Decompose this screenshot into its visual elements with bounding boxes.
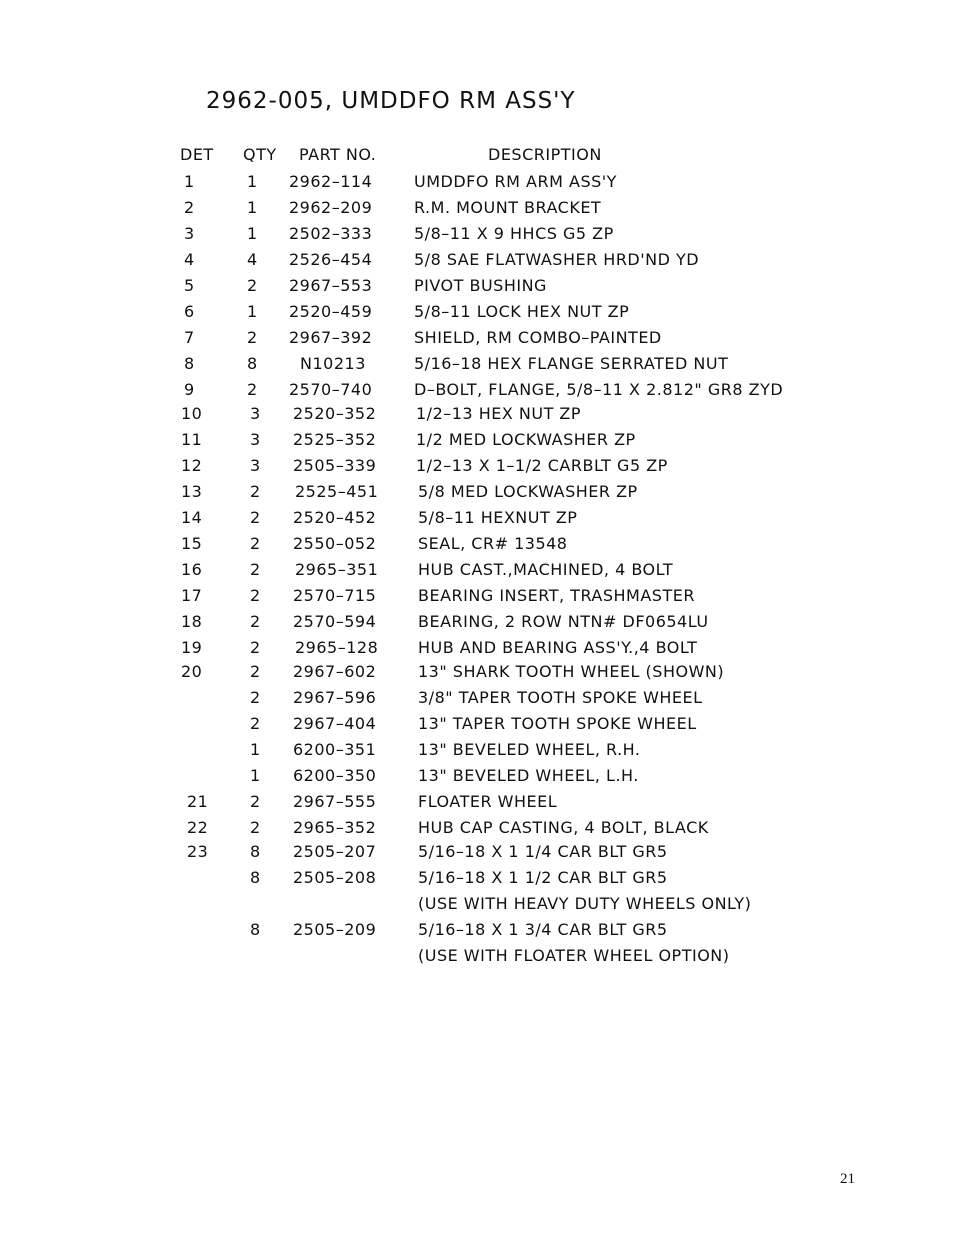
cell-qty: 2 xyxy=(250,688,261,707)
cell-det: 9 xyxy=(184,380,195,399)
cell-description: 1/2 MED LOCKWASHER ZP xyxy=(416,430,636,449)
header-part-no: PART NO. xyxy=(299,145,377,164)
cell-part-no: 2526–454 xyxy=(289,250,373,269)
cell-det: 8 xyxy=(184,354,195,373)
cell-part-no: 2525–352 xyxy=(293,430,377,449)
cell-part-no: 2505–207 xyxy=(293,842,377,861)
cell-det: 22 xyxy=(187,818,209,837)
cell-det: 12 xyxy=(181,456,203,475)
cell-description: 3/8" TAPER TOOTH SPOKE WHEEL xyxy=(418,688,703,707)
cell-description: 13" TAPER TOOTH SPOKE WHEEL xyxy=(418,714,697,733)
cell-description: 13" BEVELED WHEEL, L.H. xyxy=(418,766,639,785)
cell-qty: 1 xyxy=(250,766,261,785)
cell-qty: 8 xyxy=(250,842,261,861)
cell-det: 4 xyxy=(184,250,195,269)
cell-qty: 2 xyxy=(250,638,261,657)
cell-qty: 2 xyxy=(250,714,261,733)
cell-part-no: 2520–352 xyxy=(293,404,377,423)
cell-qty: 1 xyxy=(247,198,258,217)
cell-description: UMDDFO RM ARM ASS'Y xyxy=(414,172,617,191)
cell-det: 14 xyxy=(181,508,203,527)
cell-part-no: N10213 xyxy=(300,354,366,373)
cell-part-no: 2962–114 xyxy=(289,172,373,191)
cell-description: 5/16–18 X 1 3/4 CAR BLT GR5 xyxy=(418,920,668,939)
cell-qty: 1 xyxy=(247,224,258,243)
cell-part-no: 2962–209 xyxy=(289,198,373,217)
cell-description: BEARING, 2 ROW NTN# DF0654LU xyxy=(418,612,709,631)
cell-qty: 3 xyxy=(250,430,261,449)
cell-qty: 2 xyxy=(247,276,258,295)
cell-description: HUB CAP CASTING, 4 BOLT, BLACK xyxy=(418,818,709,837)
cell-description: 5/8 MED LOCKWASHER ZP xyxy=(418,482,638,501)
cell-det: 2 xyxy=(184,198,195,217)
cell-det: 3 xyxy=(184,224,195,243)
cell-det: 6 xyxy=(184,302,195,321)
cell-part-no: 2967–596 xyxy=(293,688,377,707)
cell-det: 19 xyxy=(181,638,203,657)
cell-det: 21 xyxy=(187,792,209,811)
cell-description: 5/8 SAE FLATWASHER HRD'ND YD xyxy=(414,250,700,269)
header-det: DET xyxy=(180,145,214,164)
cell-det: 11 xyxy=(181,430,203,449)
cell-qty: 2 xyxy=(250,818,261,837)
assembly-title: 2962-005, UMDDFO RM ASS'Y xyxy=(206,88,576,114)
cell-qty: 2 xyxy=(247,380,258,399)
page-number: 21 xyxy=(840,1171,855,1187)
cell-part-no: 2967–602 xyxy=(293,662,377,681)
cell-part-no: 2520–452 xyxy=(293,508,377,527)
cell-qty: 1 xyxy=(247,302,258,321)
cell-qty: 1 xyxy=(247,172,258,191)
cell-qty: 4 xyxy=(247,250,258,269)
cell-description: PIVOT BUSHING xyxy=(414,276,547,295)
cell-part-no: 6200–350 xyxy=(293,766,377,785)
cell-description: R.M. MOUNT BRACKET xyxy=(414,198,602,217)
cell-description: 5/16–18 X 1 1/4 CAR BLT GR5 xyxy=(418,842,668,861)
cell-description: 5/16–18 HEX FLANGE SERRATED NUT xyxy=(414,354,729,373)
cell-part-no: 2505–208 xyxy=(293,868,377,887)
cell-part-no: 2967–392 xyxy=(289,328,373,347)
cell-part-no: 2967–404 xyxy=(293,714,377,733)
cell-det: 18 xyxy=(181,612,203,631)
header-description: DESCRIPTION xyxy=(488,145,602,164)
cell-qty: 2 xyxy=(250,662,261,681)
cell-part-no: 2525–451 xyxy=(295,482,379,501)
cell-part-no: 2965–128 xyxy=(295,638,379,657)
cell-det: 7 xyxy=(184,328,195,347)
cell-det: 17 xyxy=(181,586,203,605)
cell-det: 23 xyxy=(187,842,209,861)
cell-part-no: 2570–715 xyxy=(293,586,377,605)
cell-part-no: 2570–740 xyxy=(289,380,373,399)
cell-part-no: 2967–553 xyxy=(289,276,373,295)
cell-description: BEARING INSERT, TRASHMASTER xyxy=(418,586,695,605)
cell-qty: 2 xyxy=(250,792,261,811)
cell-description: 5/8–11 HEXNUT ZP xyxy=(418,508,578,527)
cell-qty: 3 xyxy=(250,456,261,475)
cell-det: 1 xyxy=(184,172,195,191)
cell-part-no: 2520–459 xyxy=(289,302,373,321)
cell-description: 1/2–13 HEX NUT ZP xyxy=(416,404,582,423)
cell-part-no: 2570–594 xyxy=(293,612,377,631)
cell-qty: 8 xyxy=(250,868,261,887)
cell-qty: 8 xyxy=(247,354,258,373)
cell-qty: 2 xyxy=(250,534,261,553)
cell-description: (USE WITH FLOATER WHEEL OPTION) xyxy=(418,946,730,965)
cell-part-no: 2550–052 xyxy=(293,534,377,553)
cell-qty: 1 xyxy=(250,740,261,759)
cell-det: 16 xyxy=(181,560,203,579)
cell-qty: 2 xyxy=(250,482,261,501)
cell-description: 13" SHARK TOOTH WHEEL (SHOWN) xyxy=(418,662,725,681)
cell-description: FLOATER WHEEL xyxy=(418,792,558,811)
cell-description: 13" BEVELED WHEEL, R.H. xyxy=(418,740,641,759)
cell-description: HUB AND BEARING ASS'Y.,4 BOLT xyxy=(418,638,698,657)
cell-part-no: 2965–351 xyxy=(295,560,379,579)
cell-description: 5/16–18 X 1 1/2 CAR BLT GR5 xyxy=(418,868,668,887)
cell-det: 10 xyxy=(181,404,203,423)
cell-description: HUB CAST.,MACHINED, 4 BOLT xyxy=(418,560,674,579)
cell-qty: 2 xyxy=(250,612,261,631)
cell-part-no: 2505–209 xyxy=(293,920,377,939)
cell-description: 5/8–11 LOCK HEX NUT ZP xyxy=(414,302,630,321)
cell-part-no: 2502–333 xyxy=(289,224,373,243)
cell-part-no: 2967–555 xyxy=(293,792,377,811)
cell-det: 15 xyxy=(181,534,203,553)
cell-description: 5/8–11 X 9 HHCS G5 ZP xyxy=(414,224,614,243)
cell-qty: 2 xyxy=(250,560,261,579)
cell-det: 20 xyxy=(181,662,203,681)
cell-qty: 3 xyxy=(250,404,261,423)
cell-part-no: 2965–352 xyxy=(293,818,377,837)
cell-description: SEAL, CR# 13548 xyxy=(418,534,568,553)
cell-description: D–BOLT, FLANGE, 5/8–11 X 2.812" GR8 ZYD xyxy=(414,380,784,399)
cell-part-no: 2505–339 xyxy=(293,456,377,475)
cell-qty: 2 xyxy=(250,586,261,605)
cell-description: SHIELD, RM COMBO–PAINTED xyxy=(414,328,662,347)
cell-det: 5 xyxy=(184,276,195,295)
header-qty: QTY xyxy=(243,145,277,164)
cell-qty: 2 xyxy=(250,508,261,527)
cell-det: 13 xyxy=(181,482,203,501)
cell-description: (USE WITH HEAVY DUTY WHEELS ONLY) xyxy=(418,894,752,913)
cell-description: 1/2–13 X 1–1/2 CARBLT G5 ZP xyxy=(416,456,668,475)
cell-part-no: 6200–351 xyxy=(293,740,377,759)
cell-qty: 8 xyxy=(250,920,261,939)
cell-qty: 2 xyxy=(247,328,258,347)
